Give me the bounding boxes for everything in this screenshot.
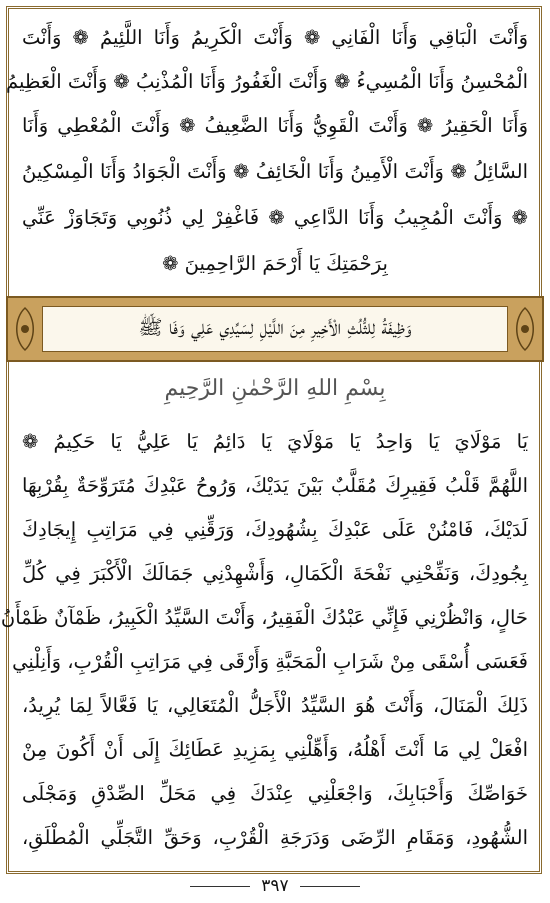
text-line: اللَّهُمَّ قَلْبُ فَقِيرِكَ مُقَلَّبٌ بَيْنَ يَدَيْكَ، وَرُوحُ عَبْدِكَ مُتَرَوِّحَةٌ بِقُرْبِهَا (22, 474, 528, 497)
text-line: فَعَسَى أُسْقَى مِنْ شَرَابِ الْمَحَبَّةِ وَأَرْقَى فِي مَرَاتِبِ الْقُرْبِ، وَأَنِلْنِي (12, 650, 528, 673)
text-line: ذَلِكَ الْمَنَالَ، وَأَنْتَ هُوَ السَّيِّدُ الْأَجَلُّ الْمُتَعَالِي، يَا فَعَّالاً لِمَا يُرِيدُ، (22, 694, 528, 717)
text-line: خَوَاصِّكَ وَأَحْبَابِكَ، وَاجْعَلْنِي عِنْدَكَ فِي مَحَلِّ الصِّدْقِ وَمَجْلَى (22, 782, 528, 805)
section-title-banner (6, 296, 544, 362)
page-footer (0, 876, 550, 898)
text-line: الشُّهُودِ، وَمَقَامِ الرِّضَى وَدَرَجَةِ الْقُرْبِ، وَحَقِّ التَّجَلِّي الْمُطْلَقِ، (22, 826, 528, 849)
divider (300, 886, 360, 887)
text-line: ❁ وَأَنْتَ الْمُجِيبُ وَأَنَا الدَّاعِي ❁ فَاغْفِرْ لِي ذُنُوبِي وَتَجَاوَزْ عَنِّي (22, 206, 528, 229)
divider (190, 886, 250, 887)
text-line: حَالٍ، وَانْظُرْنِي فَإِنِّي عَبْدُكَ الْفَقِيرُ، وَأَنْتَ السَّيِّدُ الْكَبِيرُ، ظَمْآنٌ ظَمْأَنُ (0, 606, 528, 629)
basmala-calligraphy: بِسْمِ اللهِ الرَّحْمٰنِ الرَّحِيمِ (164, 376, 386, 401)
text-line: افْعَلْ لِي مَا أَنْتَ أَهْلُهُ، وَأَهِّلْنِي بِمَزِيدِ عَطَائِكَ إِلَى أَنْ أَكُونَ مِنْ (22, 738, 528, 761)
text-line: الْمُحْسِنُ وَأَنَا الْمُسِيءُ ❁ وَأَنْتَ الْغَفُورُ وَأَنَا الْمُذْنِبُ ❁ وَأَنْتَ الْعَظِيمُ (6, 70, 528, 93)
ornament-icon (512, 304, 538, 354)
text-line: بِجُودِكَ، وَنَفِّحْنِي نَفْحَةَ الْكَمَالِ، وَأَشْهِدْنِي جَمَالَكَ الْأَكْبَرَ فِي كُلِّ (22, 562, 528, 585)
text-line: السَّائِلُ ❁ وَأَنْتَ الْأَمِينُ وَأَنَا الْخَائِفُ ❁ وَأَنْتَ الْجَوَادُ وَأَنَا الْمِسْكِينُ (22, 160, 528, 183)
ornament-icon (12, 304, 38, 354)
text-line: لَدَيْكَ، فَامْنُنْ عَلَى عَبْدِكَ بِشُهُودِكَ، وَرَقِّنِي فِي مَرَاتِبِ إِيجَادِكَ (22, 518, 528, 541)
section-title: وَظِيفَةُ لِلثُّلُثِ الْأَخِيرِ مِنَ اللَّيْلِ لِسَيِّدِي عَلِي وَفَا ﷺ (138, 314, 412, 339)
text-line: وَأَنَا الْحَقِيرُ ❁ وَأَنْتَ الْقَوِيُّ وَأَنَا الضَّعِيفُ ❁ وَأَنْتَ الْمُعْطِي وَأَنَا (22, 114, 528, 137)
text-line: بِرَحْمَتِكَ يَا أَرْحَمَ الرَّاحِمِينَ ❁ (162, 252, 388, 275)
text-line: يَا مَوْلَايَ يَا وَاحِدُ يَا مَوْلَايَ يَا دَائِمُ يَا عَلِيُّ يَا حَكِيمُ ❁ (22, 430, 528, 453)
page-number: ٣٩٧ (261, 876, 289, 896)
text-line: وَأَنْتَ الْبَاقِي وَأَنَا الْفَانِي ❁ وَأَنْتَ الْكَرِيمُ وَأَنَا اللَّئِيمُ ❁ وَأَنْتَ (22, 26, 528, 49)
